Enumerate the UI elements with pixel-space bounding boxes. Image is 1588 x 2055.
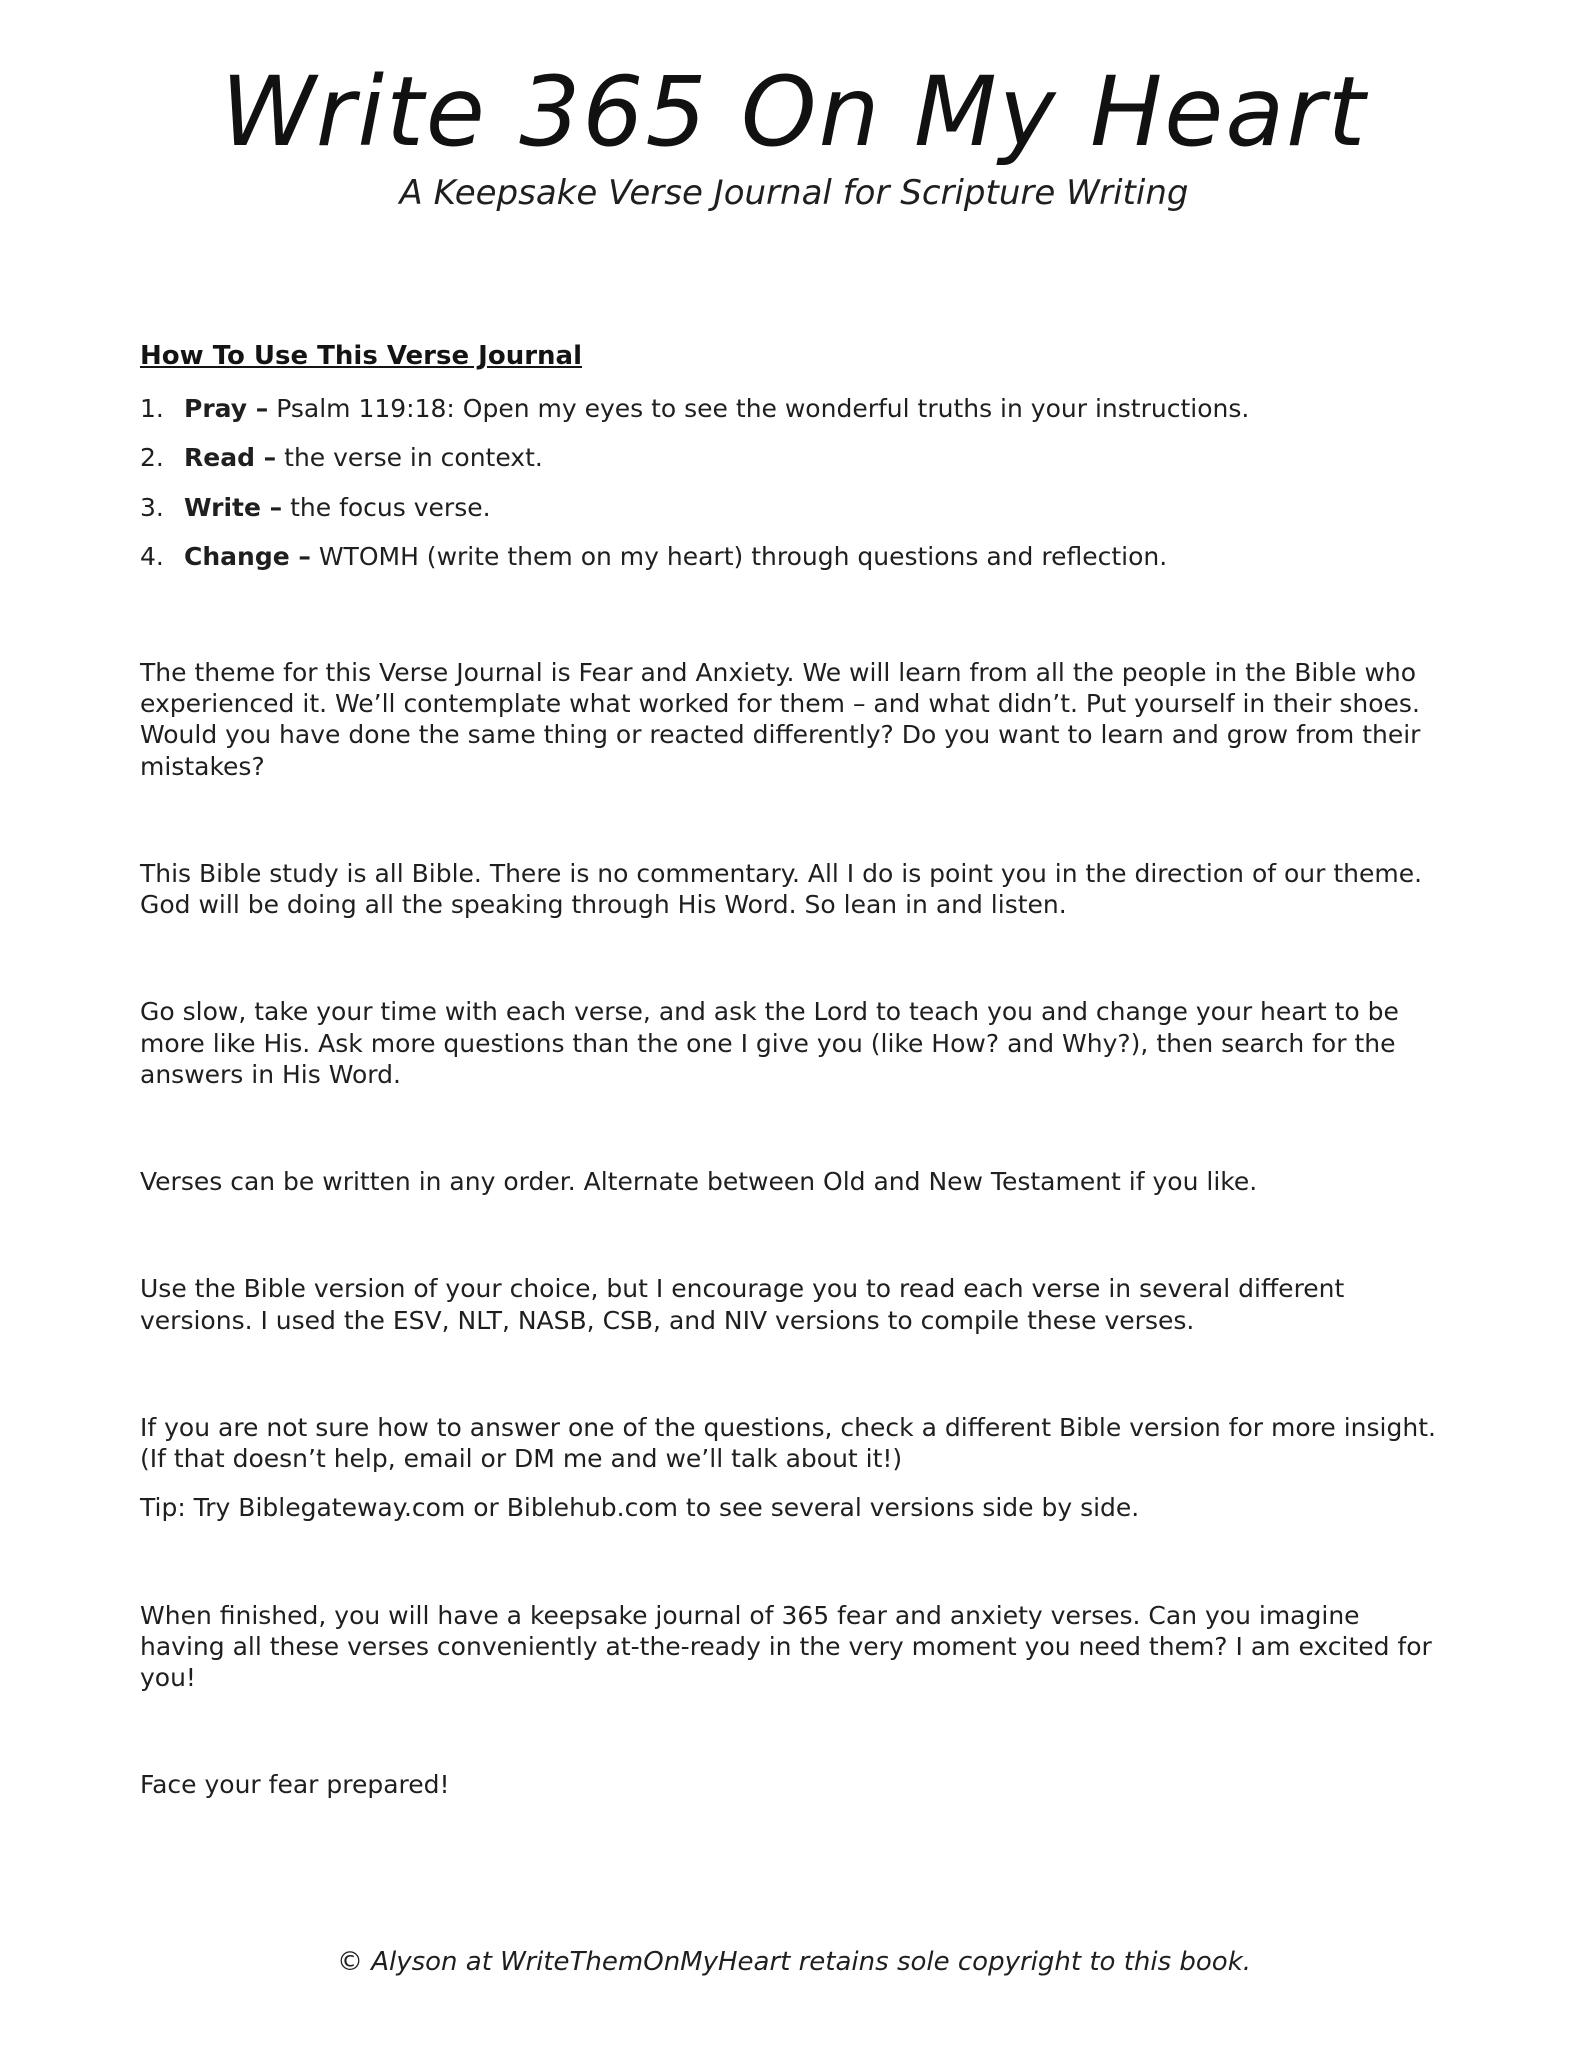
paragraph-any-order: Verses can be written in any order. Alternate between Old and New Testament if you like. [140,1167,1258,1197]
step-item [140,492,1448,525]
step-number: 2. [140,443,164,473]
paragraph-go-slow: Go slow, take your time with each verse, and ask the Lord to teach you and change your heart to be more like His. Ask more questions than the one I give you (like How? and Why?), then search for the answers in His Word. [140,997,1399,1089]
paragraph-not-sure: If you are not sure how to answer one of the questions, check a different Bible version for more insight. (If that doesn’t help, email or DM me and we’ll talk about it!) [140,1412,1436,1474]
step-text [184,393,1249,426]
paragraph-closing: Face your fear prepared! [140,1770,450,1800]
step-number: 4. [140,542,164,572]
step-description: WTOMH (write them on my heart) through questions and reflection. [318,542,1168,572]
step-keyword: Write – [184,492,283,522]
page-title: Write 365 On My Heart [220,56,1368,168]
paragraph-all-bible: This Bible study is all Bible. There is no commentary. All I do is point you in the direction of our theme. God will be doing all the speaking through His Word. So lean in and listen. [140,858,1423,920]
how-to-steps-list [140,393,1448,591]
step-keyword: Pray – [184,393,269,423]
step-description: the verse in context. [284,443,543,473]
paragraph-tip: Tip: Try Biblegateway.com or Biblehub.com to see several versions side by side. [140,1493,1140,1523]
paragraph-bible-versions: Use the Bible version of your choice, but I encourage you to read each verse in several different versions. I used the ESV, NLT, NASB, CSB, and NIV versions to compile these verses. [140,1274,1345,1335]
page-subtitle: A Keepsake Verse Journal for Scripture Writing [399,172,1189,213]
section-heading: How To Use This Verse Journal [140,340,582,371]
step-keyword: Change – [184,542,311,572]
paragraph-theme: The theme for this Verse Journal is Fear and Anxiety. We will learn from all the people in the Bible who experienced it. We’ll contemplate what worked for them – and what didn’t. Put yourself in their shoes. Would you have done the same thing or reacted differently? Do you want to learn and grow from their mistakes? [140,657,1421,781]
step-item [140,442,1448,475]
copyright-footer: © Alyson at WriteThemOnMyHeart retains sole copyright to this book. [336,1947,1252,1977]
step-number: 3. [140,492,164,522]
step-text [184,442,543,475]
step-keyword: Read – [184,443,277,473]
step-text [184,541,1167,574]
step-item [140,541,1448,574]
step-text [184,492,491,525]
step-description: the focus verse. [290,492,491,522]
step-description: Psalm 119:18: Open my eyes to see the wonderful truths in your instructions. [276,393,1250,423]
paragraph-when-finished: When finished, you will have a keepsake journal of 365 fear and anxiety verses. Can you imagine having all these verses conveniently at-the-ready in the very moment you need them? I am excited for you! [140,1600,1432,1693]
step-item [140,393,1448,426]
step-number: 1. [140,393,164,423]
